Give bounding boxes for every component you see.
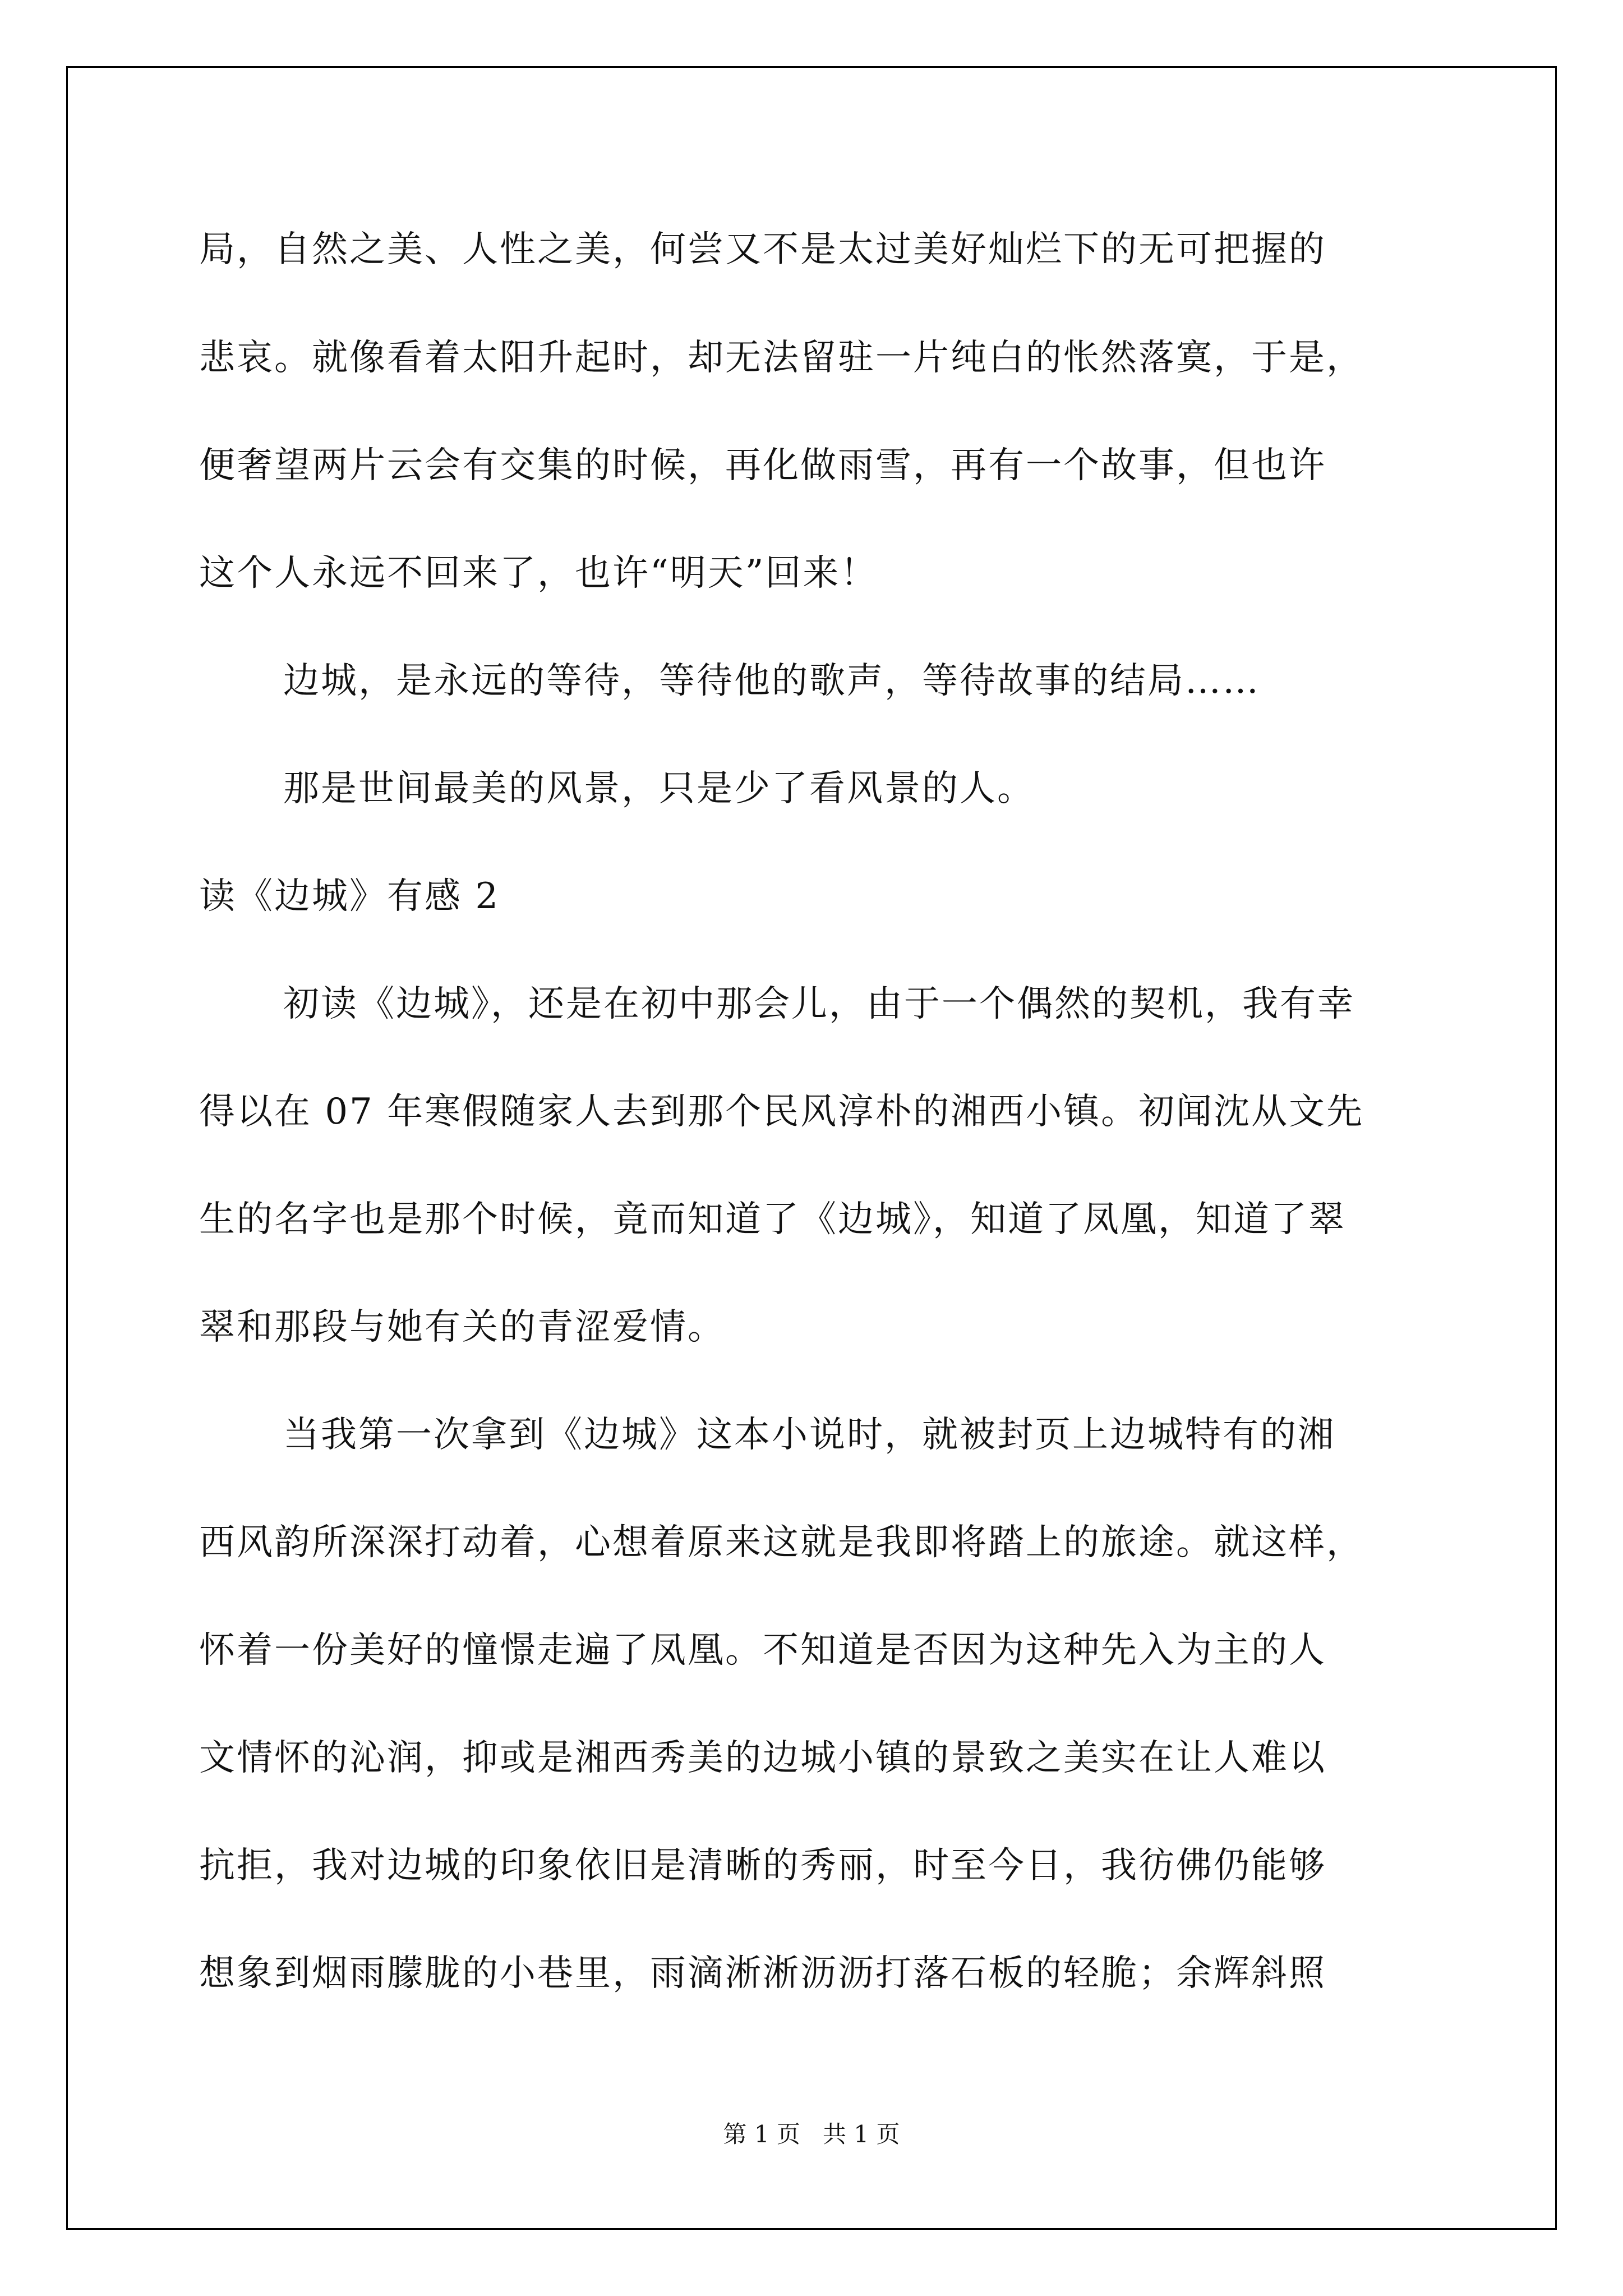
text-line: 想象到烟雨朦胧的小巷里，雨滴淅淅沥沥打落石板的轻脆；余辉斜照: [199, 1953, 1326, 1994]
text-line: 初读《边城》，还是在初中那会儿，由于一个偶然的契机，我有幸: [283, 983, 1355, 1025]
text-line: 那是世间最美的风景，只是少了看风景的人。: [283, 768, 1035, 809]
text-line: 边城，是永远的等待，等待他的歌声，等待故事的结局……: [283, 660, 1260, 702]
text-line: 局，自然之美、人性之美，何尝又不是太过美好灿烂下的无可把握的: [199, 229, 1326, 270]
section-heading: 读《边城》有感 2: [199, 876, 500, 917]
page-footer: 第 1 页 共 1 页: [723, 2120, 900, 2148]
text-line: 生的名字也是那个时候，竟而知道了《边城》，知道了凤凰，知道了翠: [199, 1199, 1346, 1240]
text-line: 抗拒，我对边城的印象依旧是清晰的秀丽，时至今日，我彷佛仍能够: [199, 1845, 1326, 1887]
text-line: 怀着一份美好的憧憬走遍了凤凰。不知道是否因为这种先入为主的人: [199, 1630, 1326, 1671]
text-line: 翠和那段与她有关的青涩爱情。: [199, 1306, 725, 1348]
text-line: 这个人永远不回来了，也许“明天”回来！: [199, 553, 878, 594]
text-line: 西风韵所深深打动着，心想着原来这就是我即将踏上的旅途。就这样，: [199, 1522, 1364, 1563]
text-line: 悲哀。就像看着太阳升起时，却无法留驻一片纯白的怅然落寞，于是，: [199, 337, 1364, 379]
text-line: 当我第一次拿到《边城》这本小说时，就被封页上边城特有的湘: [283, 1414, 1335, 1456]
text-line: 便奢望两片云会有交集的时候，再化做雨雪，再有一个故事，但也许: [199, 445, 1326, 486]
page-border: [66, 66, 1557, 2230]
text-line: 文情怀的沁润，抑或是湘西秀美的边城小镇的景致之美实在让人难以: [199, 1737, 1326, 1779]
text-line: 得以在 07 年寒假随家人去到那个民风淳朴的湘西小镇。初闻沈从文先: [199, 1091, 1364, 1133]
